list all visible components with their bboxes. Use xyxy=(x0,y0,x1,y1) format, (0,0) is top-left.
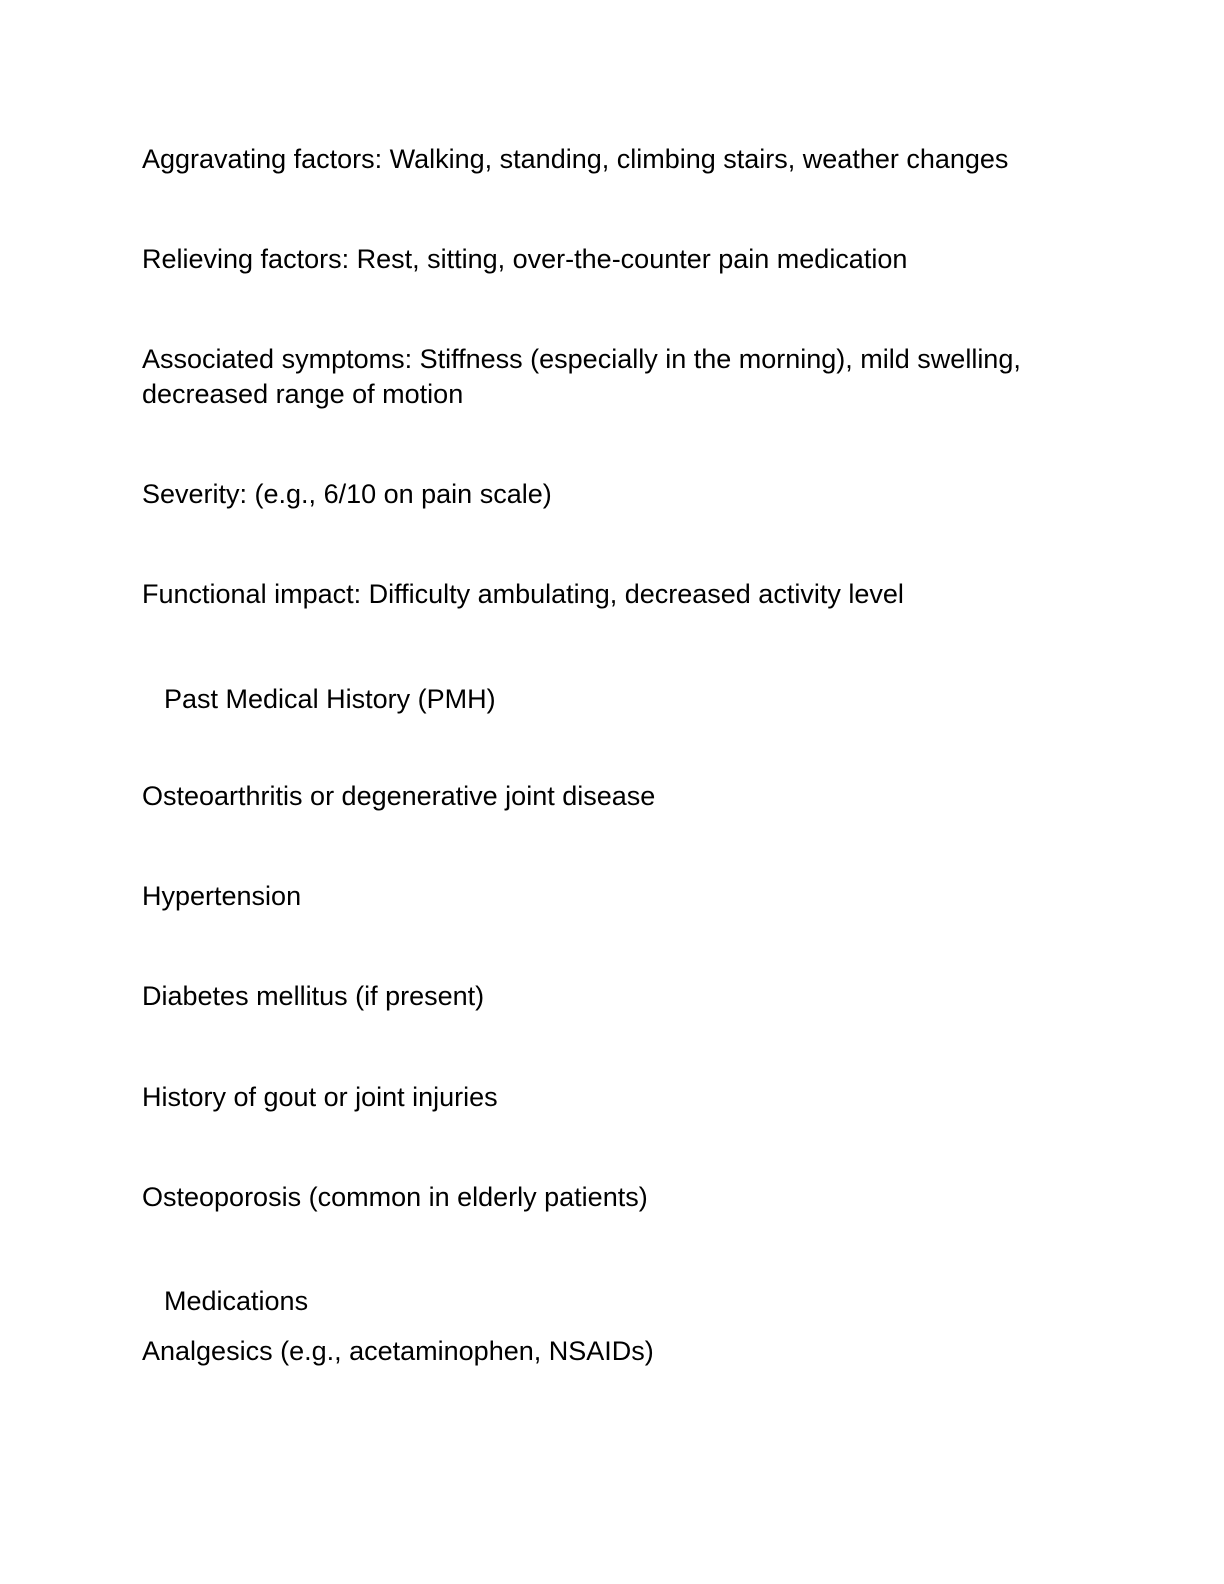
pmh-item-diabetes: Diabetes mellitus (if present) xyxy=(142,981,485,1011)
relieving-factors-line: Relieving factors: Rest, sitting, over-the-counter pain medication xyxy=(142,244,908,274)
pmh-item-osteoarthritis: Osteoarthritis or degenerative joint disease xyxy=(142,781,656,811)
medication-item-analgesics: Analgesics (e.g., acetaminophen, NSAIDs) xyxy=(142,1336,654,1366)
pmh-item-hypertension: Hypertension xyxy=(142,881,302,911)
pmh-item-osteoporosis: Osteoporosis (common in elderly patients) xyxy=(142,1182,648,1212)
severity-line: Severity: (e.g., 6/10 on pain scale) xyxy=(142,479,552,509)
medications-heading: Medications xyxy=(164,1286,309,1316)
functional-impact-line: Functional impact: Difficulty ambulating, decreased activity level xyxy=(142,579,904,609)
associated-symptoms-line: Associated symptoms: Stiffness (especially in the morning), mild swelling, decreased range of motion xyxy=(142,344,1021,409)
pmh-heading: Past Medical History (PMH) xyxy=(164,684,496,714)
pmh-item-gout: History of gout or joint injuries xyxy=(142,1082,498,1112)
aggravating-factors-line: Aggravating factors: Walking, standing, climbing stairs, weather changes xyxy=(142,144,1009,174)
